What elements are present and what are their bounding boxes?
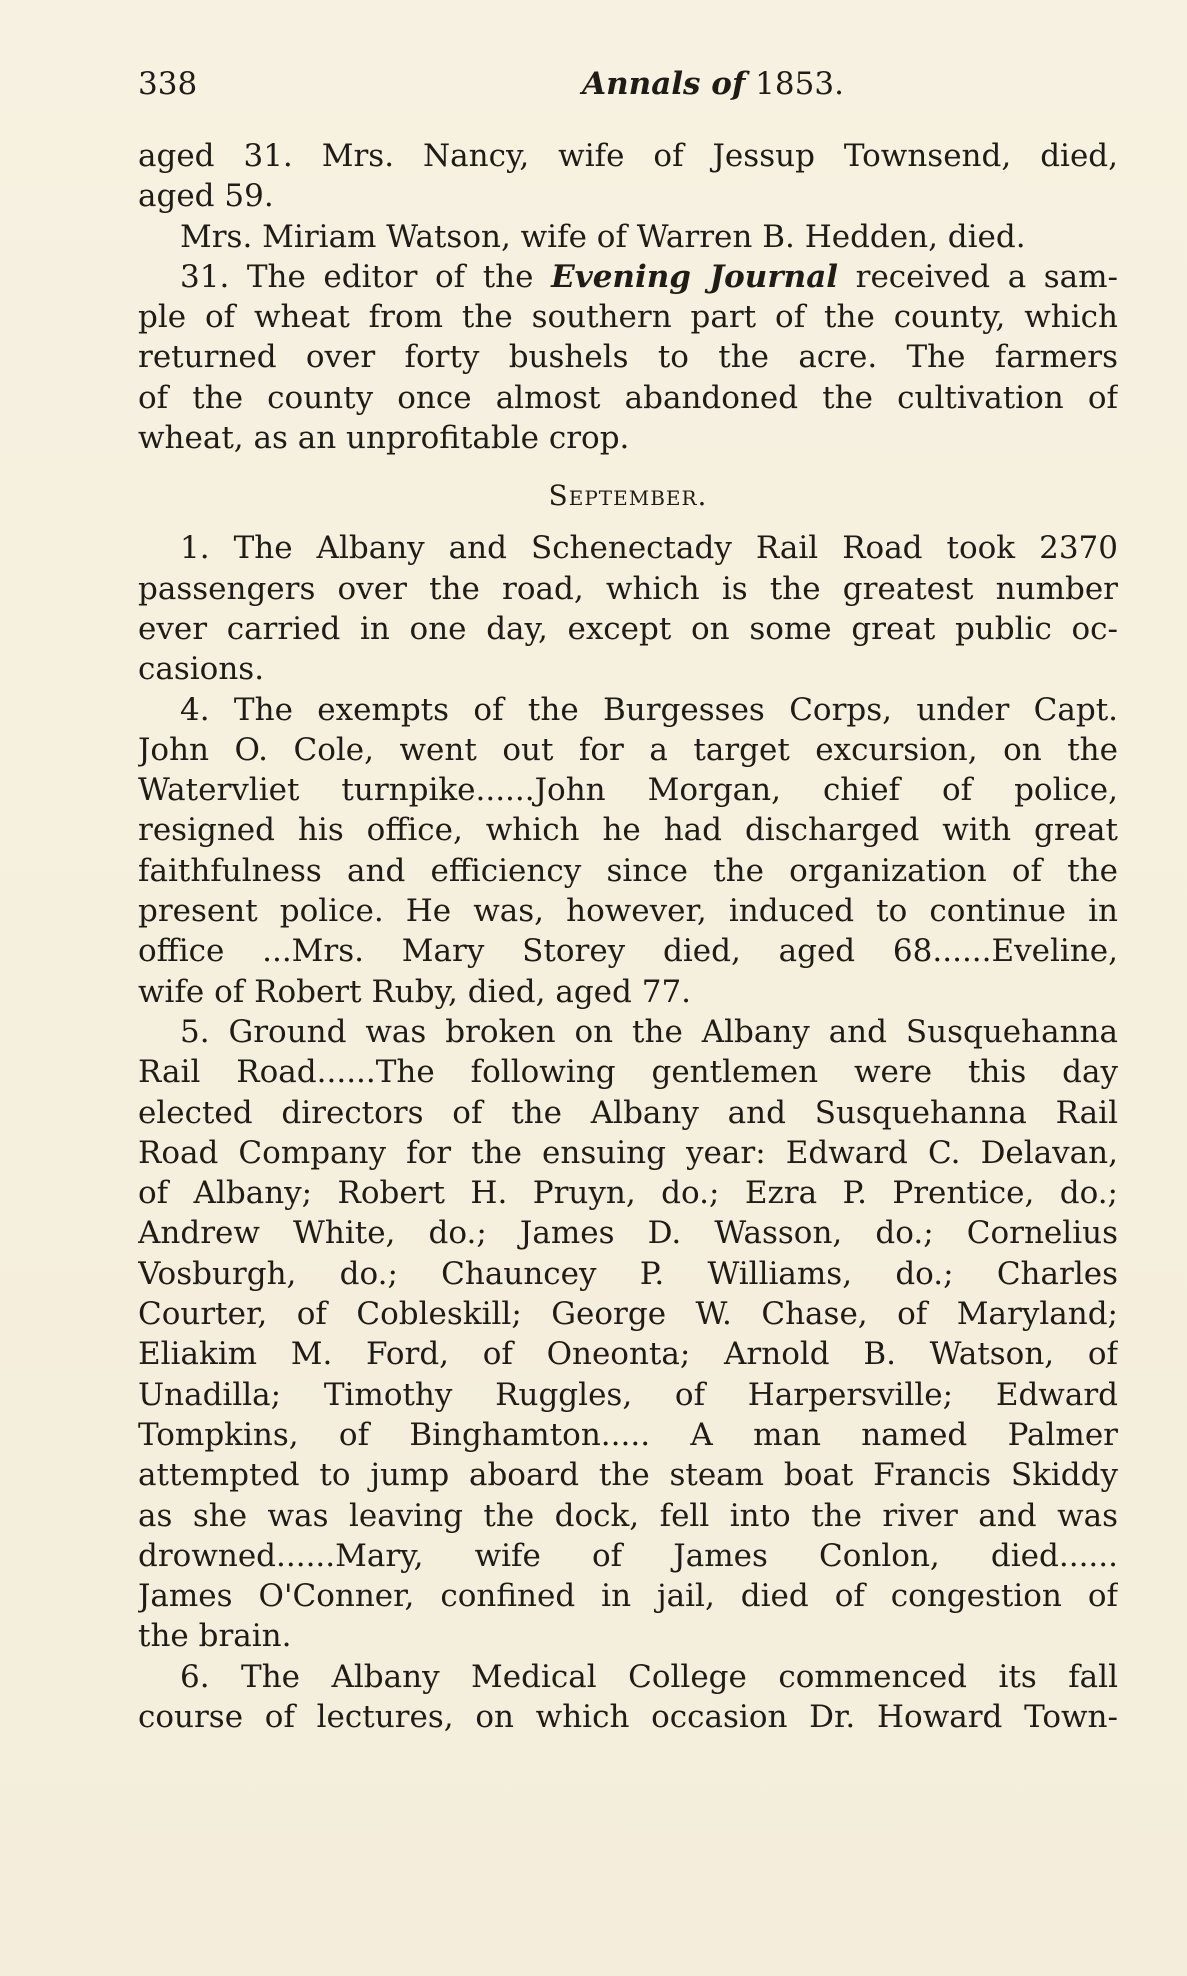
body-text [138,136,1118,1737]
text-line: 5. Ground was broken on the Albany and Susquehanna [180,1013,1118,1050]
text-line: of the county once almost abandoned the cultivation of [138,379,1118,416]
text-line [138,257,1118,297]
running-title-italic: Annals of [582,66,746,102]
text-line: Andrew White, do.; James D. Wasson, do.; Cornelius [138,1215,1118,1252]
text-line: returned over forty bushels to the acre. The farmers [138,339,1118,376]
running-header [138,58,1118,110]
text-line: attempted to jump aboard the steam boat Francis Skiddy [138,1457,1118,1494]
text-line: Watervliet turnpike......John Morgan, chief of police, [138,772,1118,809]
text-line: 1. The Albany and Schenectady Rail Road took 2370 [180,530,1118,567]
running-title-year: 1853. [755,66,844,102]
text-line: James O'Conner, confined in jail, died of congestion of [138,1578,1118,1615]
text-segment: 31. The editor of the [180,258,552,295]
text-line: Courter, of Cobleskill; George W. Chase, of Maryland; [138,1296,1118,1333]
text-line: wheat, as an unprofitable crop. [138,420,630,457]
text-line: 6. The Albany Medical College commenced its fall [180,1658,1118,1695]
text-line: course of lectures, on which occasion Dr. Howard Town- [138,1698,1118,1735]
text-line: John O. Cole, went out for a target excursion, on the [138,731,1118,768]
text-line: Mrs. Miriam Watson, wife of Warren B. Hedden, died. [180,218,1026,255]
text-line: faithfulness and efficiency since the organization of the [138,852,1118,889]
text-line: the brain. [138,1618,292,1655]
text-line: ever carried in one day, except on some great public oc- [138,610,1118,647]
text-line: office ...Mrs. Mary Storey died, aged 68......Eveline, [138,933,1118,970]
text-line: drowned......Mary, wife of James Conlon, died...... [138,1537,1118,1574]
text-line: of Albany; Robert H. Pruyn, do.; Ezra P. Prentice, do.; [138,1175,1118,1212]
newspaper-title: Evening Journal [551,258,839,295]
text-line: Vosburgh, do.; Chauncey P. Williams, do.; Charles [138,1255,1118,1292]
text-line: aged 59. [138,178,274,215]
text-line: elected directors of the Albany and Susquehanna Rail [138,1094,1118,1131]
text-line: 4. The exempts of the Burgesses Corps, under Capt. [180,691,1118,728]
text-line: present police. He was, however, induced to continue in [138,893,1118,930]
text-line: aged 31. Mrs. Nancy, wife of Jessup Townsend, died, [138,138,1118,174]
text-line: passengers over the road, which is the greatest number [138,570,1118,607]
section-heading: September. [548,479,708,513]
text-line: Eliakim M. Ford, of Oneonta; Arnold B. Watson, of [138,1336,1118,1373]
text-line: Road Company for the ensuing year: Edward C. Delavan, [138,1134,1118,1171]
text-line: Rail Road......The following gentlemen were this day [138,1054,1118,1091]
text-line: ple of wheat from the southern part of the county, which [138,299,1118,336]
text-line: Unadilla; Timothy Ruggles, of Harpersville; Edward [138,1376,1118,1413]
text-line: resigned his office, which he had discharged with great [138,812,1118,849]
text-segment: received a sam- [838,258,1118,295]
text-line: Tompkins, of Binghamton..... A man named Palmer [138,1416,1118,1453]
running-title [498,58,928,110]
text-line: casions. [138,651,265,688]
text-line: as she was leaving the dock, fell into the river and was [138,1497,1118,1534]
page-number: 338 [138,66,198,102]
text-line: wife of Robert Ruby, died, aged 77. [138,973,692,1010]
